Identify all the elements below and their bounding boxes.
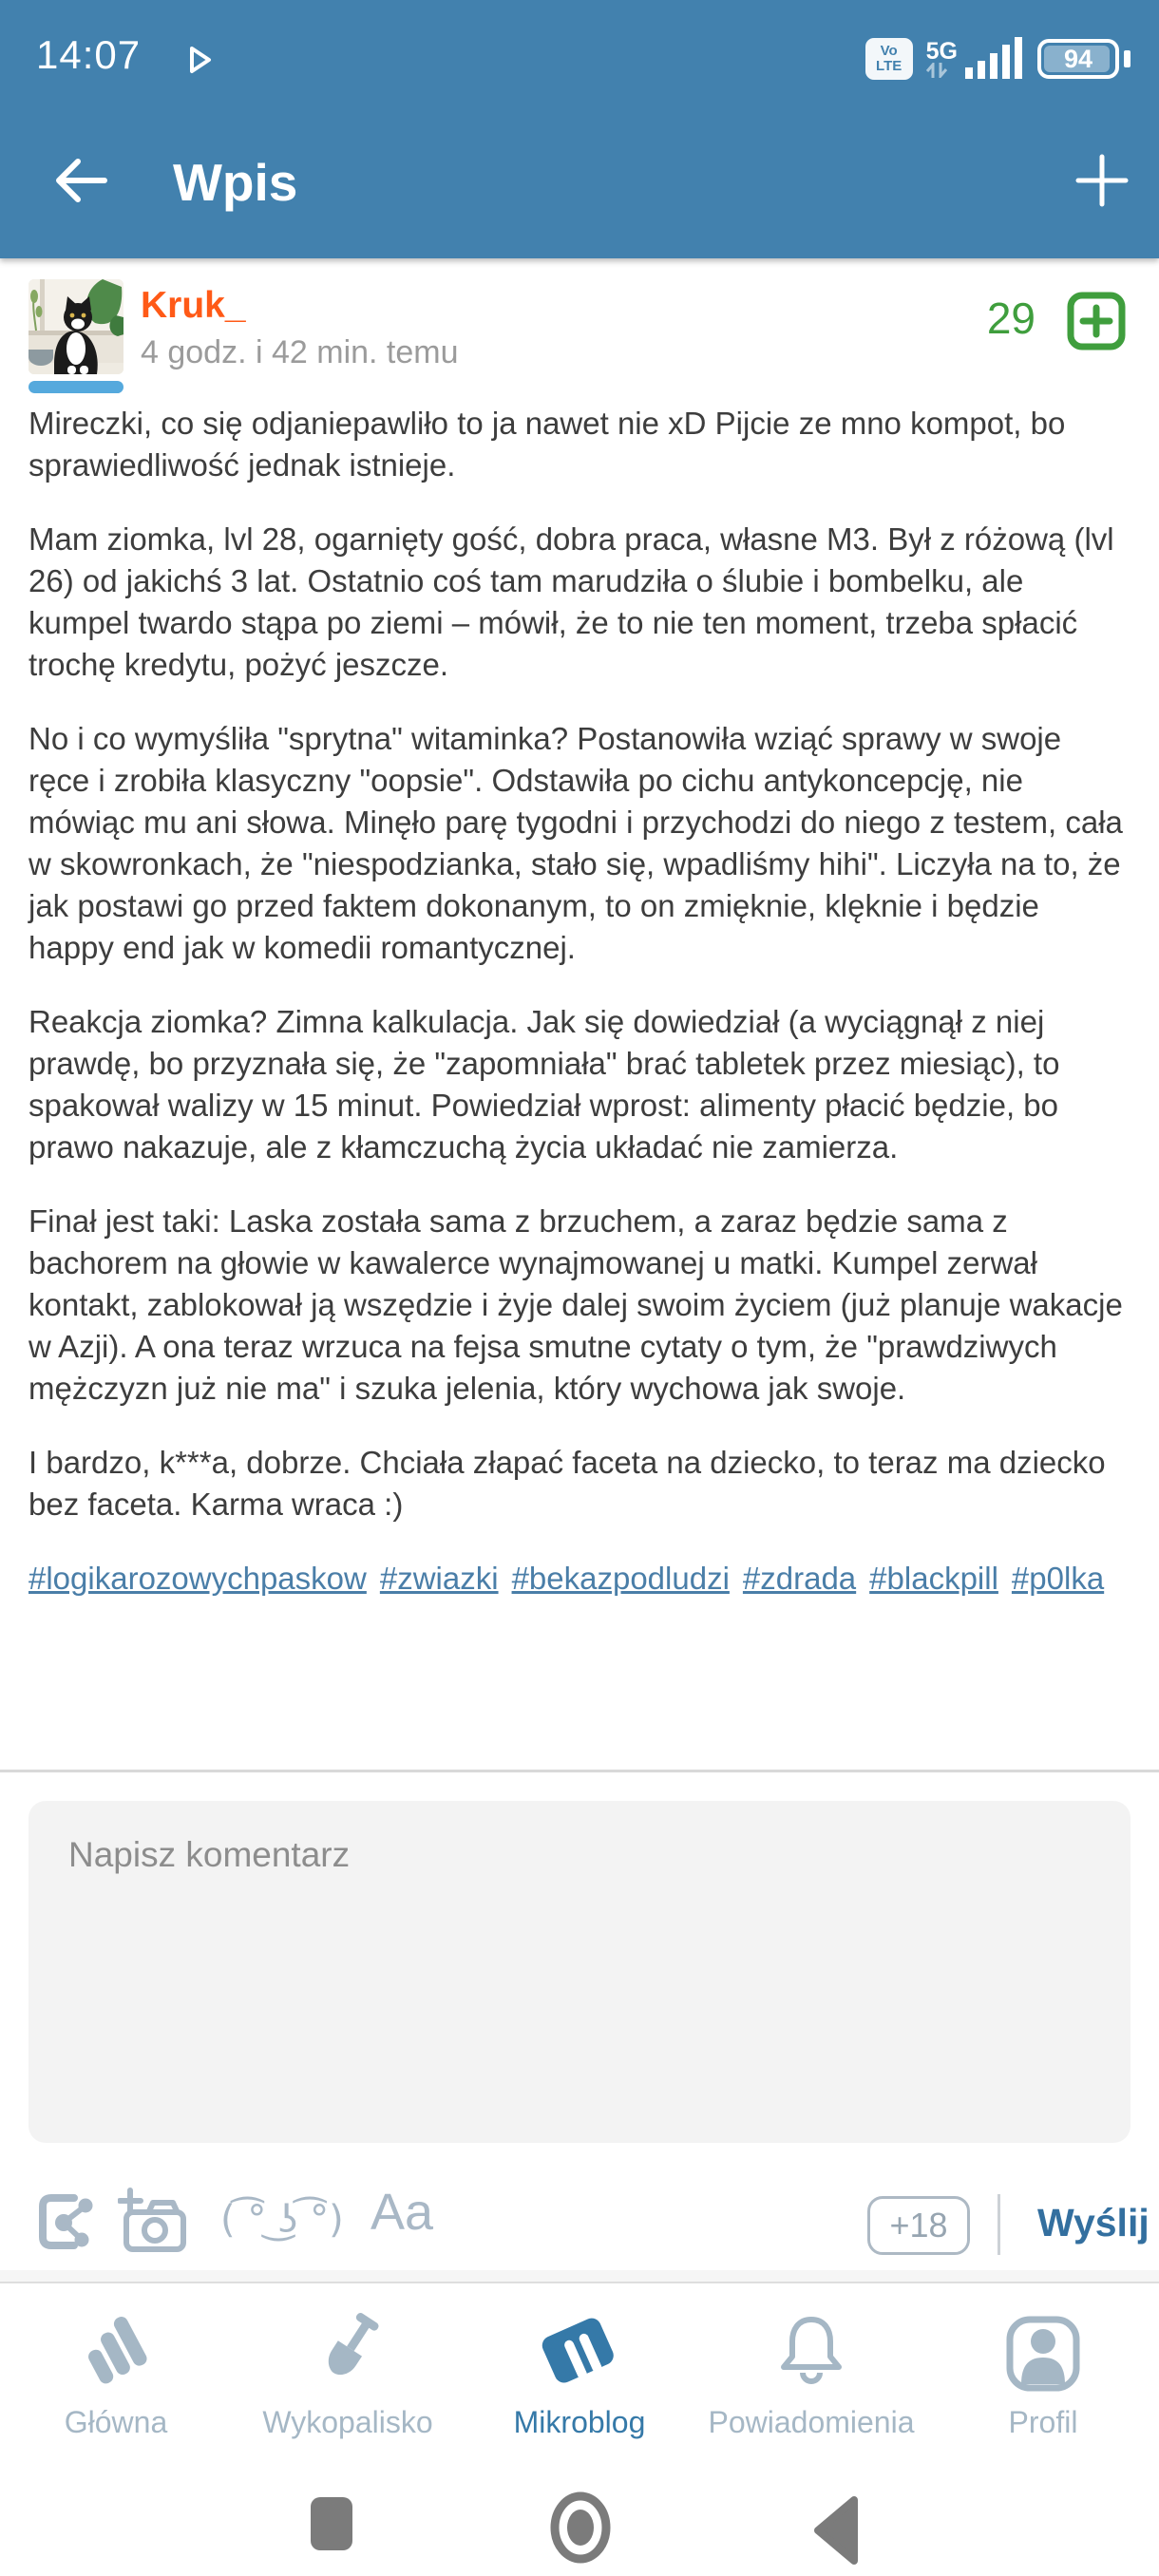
nav-item-powiadomienia[interactable] (695, 2283, 927, 2492)
android-nav-bar (0, 2492, 1159, 2576)
bottom-nav (0, 2283, 1159, 2492)
volte-icon: Vo LTE (865, 38, 913, 80)
page-title: Wpis (173, 153, 298, 212)
vote-count[interactable]: 29 (986, 294, 1036, 343)
nav-label: Mikroblog (513, 2405, 646, 2439)
play-notification-icon (188, 46, 213, 79)
hashtag-link[interactable]: #p0lka (1011, 1561, 1105, 1596)
attach-embed-icon[interactable] (34, 2190, 97, 2258)
nav-item-profil[interactable] (927, 2283, 1159, 2492)
post-paragraph: Reakcja ziomka? Zimna kalkulacja. Jak się dowiedział (a wyciągnął z niej prawdę, bo przyznała się, że "zapomniała" brać tabletek przez miesiąc), to spakował walizy w 15 minut. Powiedział wprost: alimenty płacić będzie, bo prawo nakazuje, ale z kłamczuchą życia układać nie zamierza. (28, 1004, 1060, 1165)
post-timestamp: 4 godz. i 42 min. temu (141, 334, 459, 370)
hashtag-link[interactable]: #bekazpodludzi (511, 1561, 730, 1596)
avatar[interactable] (28, 279, 124, 374)
hashtag-list (28, 1558, 1130, 1600)
battery-nub (1124, 50, 1130, 67)
hashtag-link[interactable]: #zwiazki (379, 1561, 499, 1596)
adult-content-button[interactable]: +18 (867, 2196, 970, 2255)
signal-bars-icon (965, 35, 1024, 84)
nav-label: Profil (1008, 2405, 1078, 2439)
post-paragraph: I bardzo, k***a, dobrze. Chciała złapać faceta na dziecko, to teraz ma dziecko bez faceta. Karma wraca :) (28, 1445, 1106, 1522)
nav-item-mikroblog[interactable] (464, 2283, 695, 2492)
back-arrow-icon[interactable] (53, 156, 110, 205)
shovel-icon (302, 2310, 393, 2397)
new-entry-plus-icon[interactable] (1075, 154, 1129, 207)
data-arrows-icon (926, 63, 955, 78)
author-username[interactable]: Kruk_ (141, 285, 246, 326)
post-paragraph: Finał jest taki: Laska została sama z brzuchem, a zaraz będzie sama z bachorem na głowie w kawalerce wynajmowanej u matki. Kumpel zerwał kontakt, zablokował ją wszędzie i żyje dalej swoim życiem (już planuje wakacje w Azji). A ona teraz wrzuca na fejsa smutne cytaty o tym, że "prawdziwych mężczyzn już nie ma" i szuka jelenia, który wychowa jak swoje. (28, 1203, 1123, 1406)
back-button[interactable] (810, 2492, 862, 2573)
battery-icon: 94 (1037, 39, 1119, 79)
bell-icon (773, 2310, 849, 2397)
send-button[interactable]: Wyślij (1032, 2200, 1155, 2246)
post-paragraph: Mam ziomka, lvl 28, ogarnięty gość, dobra praca, własne M3. Był z różową (lvl 26) od jakichś 3 lat. Ostatnio coś tam marudziła o ślubie i bombelku, ale kumpel twardo stąpa po ziemi – mówił, że to nie ten moment, trzeba spłacić trochę kredytu, pożyć jeszcze. (28, 521, 1114, 682)
nav-label: Wykopalisko (262, 2405, 433, 2439)
hashtag-link[interactable]: #blackpill (869, 1561, 998, 1596)
home-w-icon (70, 2310, 162, 2397)
top-bar (0, 0, 1159, 258)
nav-label: Główna (64, 2405, 168, 2439)
post-body (28, 403, 1130, 1600)
post-paragraph: No i co wymyśliła "sprytna" witaminka? Postanowiła wziąć sprawy w swoje ręce i zrobiła klasyczny "oopsie". Odstawiła po cichu antykoncepcję, nie mówiąc mu ani słowa. Minęło parę tygodni i przychodzi do niego z testem, cała w skowronkach, że "niespodzianka, stało się, wpadliśmy hihi". Liczyła na to, że jak postawi go przed faktem dokonanym, to on zmięknie, klęknie i będzie happy end jak w komedii romantycznej. (28, 721, 1123, 965)
hashtag-link[interactable]: #zdrada (742, 1561, 857, 1596)
user-rank-bar (28, 381, 124, 393)
add-photo-icon[interactable] (118, 2187, 194, 2260)
microblog-m-icon (534, 2310, 625, 2397)
toolbar-divider (998, 2194, 1000, 2255)
profile-icon (1005, 2310, 1081, 2397)
composer-bottom-strip (0, 2270, 1159, 2282)
comment-input[interactable] (28, 1801, 1130, 2143)
clock: 14:07 (36, 32, 142, 77)
nav-label: Powiadomienia (708, 2405, 915, 2439)
nav-item-glowna[interactable] (0, 2283, 232, 2492)
section-divider (0, 1770, 1159, 1772)
status-icons (865, 34, 1130, 84)
lenny-face-icon[interactable]: ( ͡° ͜ʖ ͡°) (220, 2198, 344, 2242)
text-format-icon[interactable]: Aa (370, 2184, 434, 2241)
home-button[interactable] (546, 2488, 615, 2572)
hashtag-link[interactable]: #logikarozowychpaskow (28, 1561, 367, 1596)
plus-vote-icon[interactable] (1066, 291, 1127, 351)
post-paragraph: Mireczki, co się odjaniepawliło to ja nawet nie xD Pijcie ze mno kompot, bo sprawiedliwość jednak istnieje. (28, 406, 1066, 483)
recents-button[interactable] (311, 2497, 352, 2550)
nav-item-wykopalisko[interactable] (232, 2283, 464, 2492)
network-type: 5G (926, 40, 958, 78)
